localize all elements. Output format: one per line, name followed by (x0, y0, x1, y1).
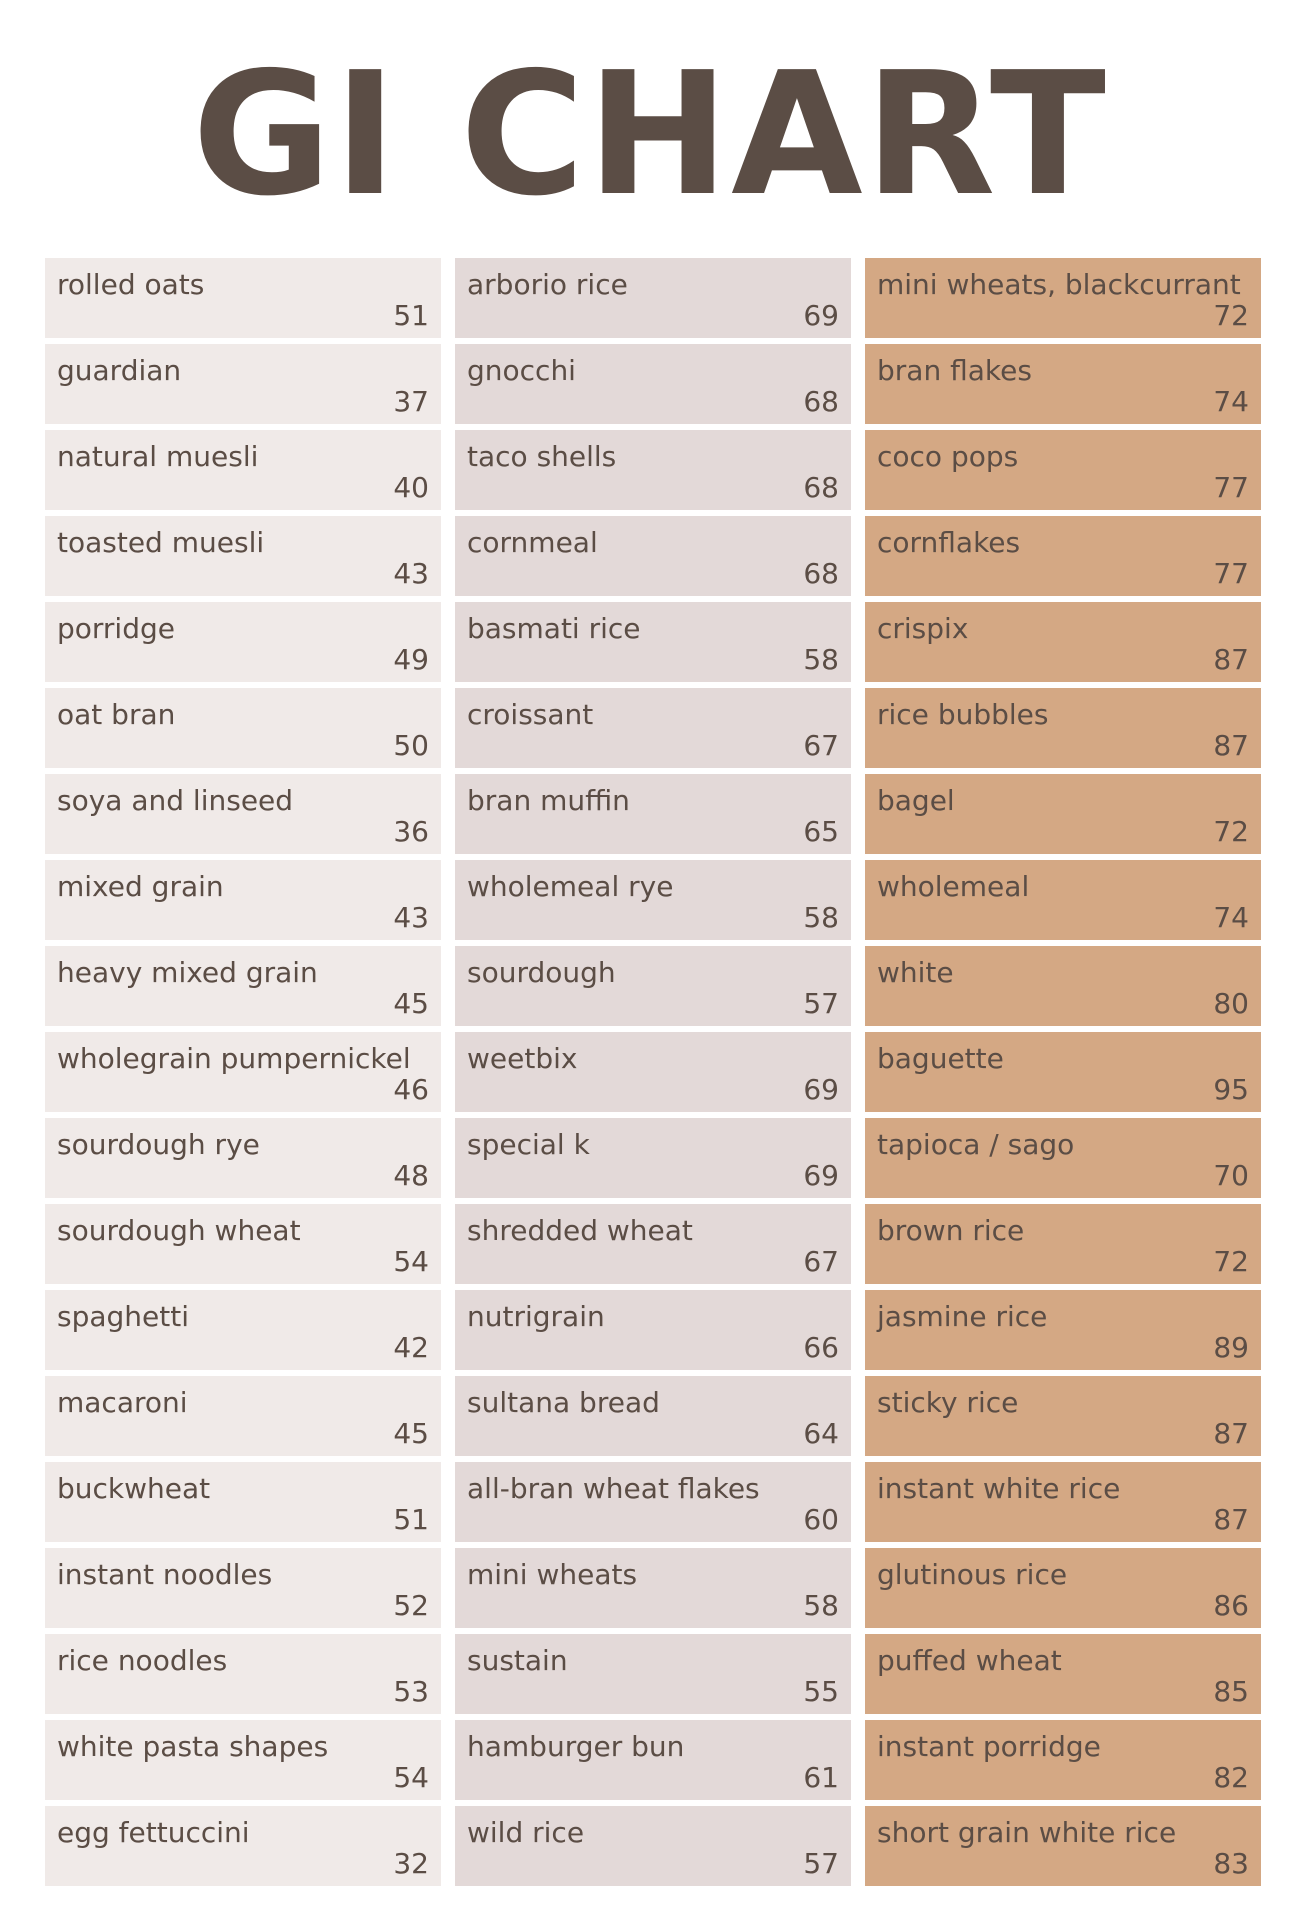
gi-value: 82 (1213, 1761, 1249, 1794)
table-cell (865, 258, 1261, 338)
food-name: bagel (877, 784, 955, 817)
table-cell (865, 1290, 1261, 1370)
table-cell (455, 258, 851, 338)
food-name: baguette (877, 1042, 1004, 1075)
gi-value: 74 (1213, 385, 1249, 418)
table-cell (865, 1720, 1261, 1800)
table-cell (45, 430, 441, 510)
table-cell (455, 860, 851, 940)
gi-value: 67 (803, 729, 839, 762)
food-name: taco shells (467, 440, 617, 473)
table-cell (455, 430, 851, 510)
gi-value: 87 (1213, 643, 1249, 676)
gi-value: 53 (393, 1675, 429, 1708)
table-cell (45, 1032, 441, 1112)
gi-value: 50 (393, 729, 429, 762)
food-name: rolled oats (57, 268, 205, 301)
table-cell (865, 774, 1261, 854)
gi-value: 87 (1213, 729, 1249, 762)
gi-value: 64 (803, 1417, 839, 1450)
food-name: sourdough (467, 956, 616, 989)
table-cell (455, 602, 851, 682)
gi-value: 72 (1213, 815, 1249, 848)
table-cell (865, 430, 1261, 510)
food-name: mini wheats (467, 1558, 638, 1591)
food-name: glutinous rice (877, 1558, 1068, 1591)
gi-value: 86 (1213, 1589, 1249, 1622)
gi-table (45, 258, 1262, 1886)
food-name: arborio rice (467, 268, 628, 301)
gi-value: 72 (1213, 299, 1249, 332)
gi-value: 65 (803, 815, 839, 848)
table-cell (45, 1204, 441, 1284)
table-cell (455, 946, 851, 1026)
food-name: instant porridge (877, 1730, 1101, 1763)
gi-value: 60 (803, 1503, 839, 1536)
gi-value: 69 (803, 1073, 839, 1106)
food-name: cornmeal (467, 526, 598, 559)
table-cell (865, 1634, 1261, 1714)
gi-value: 57 (803, 1847, 839, 1880)
table-cell (45, 860, 441, 940)
table-cell (865, 516, 1261, 596)
gi-value: 72 (1213, 1245, 1249, 1278)
table-cell (45, 774, 441, 854)
table-cell (455, 1548, 851, 1628)
food-name: shredded wheat (467, 1214, 693, 1247)
gi-value: 89 (1213, 1331, 1249, 1364)
food-name: instant noodles (57, 1558, 273, 1591)
food-name: jasmine rice (877, 1300, 1048, 1333)
table-cell (45, 1118, 441, 1198)
food-name: rice noodles (57, 1644, 228, 1677)
gi-value: 83 (1213, 1847, 1249, 1880)
gi-value: 54 (393, 1761, 429, 1794)
table-cell (865, 1806, 1261, 1886)
food-name: nutrigrain (467, 1300, 605, 1333)
page-title: GI CHART (192, 36, 1108, 234)
gi-value: 95 (1213, 1073, 1249, 1106)
food-name: wholemeal rye (467, 870, 674, 903)
gi-value: 68 (803, 471, 839, 504)
table-cell (865, 946, 1261, 1026)
gi-value: 43 (393, 901, 429, 934)
food-name: all-bran wheat flakes (467, 1472, 760, 1505)
gi-value: 67 (803, 1245, 839, 1278)
gi-value: 32 (393, 1847, 429, 1880)
gi-value: 48 (393, 1159, 429, 1192)
table-cell (865, 602, 1261, 682)
food-name: bran flakes (877, 354, 1032, 387)
food-name: wholegrain pumpernickel (57, 1042, 411, 1075)
food-name: guardian (57, 354, 182, 387)
food-name: white (877, 956, 954, 989)
table-cell (865, 688, 1261, 768)
table-cell (865, 1376, 1261, 1456)
table-cell (45, 1548, 441, 1628)
gi-value: 69 (803, 299, 839, 332)
gi-value: 61 (803, 1761, 839, 1794)
gi-value: 80 (1213, 987, 1249, 1020)
gi-value: 51 (393, 299, 429, 332)
table-cell (455, 688, 851, 768)
gi-value: 87 (1213, 1417, 1249, 1450)
gi-value: 37 (393, 385, 429, 418)
gi-value: 57 (803, 987, 839, 1020)
table-cell (865, 1462, 1261, 1542)
table-cell (455, 1290, 851, 1370)
gi-value: 52 (393, 1589, 429, 1622)
gi-value: 68 (803, 557, 839, 590)
food-name: porridge (57, 612, 175, 645)
food-name: croissant (467, 698, 594, 731)
table-cell (455, 1806, 851, 1886)
food-name: bran muffin (467, 784, 630, 817)
table-cell (865, 1204, 1261, 1284)
table-cell (45, 1634, 441, 1714)
column-medium-gi (455, 258, 851, 1886)
table-cell (455, 1634, 851, 1714)
table-cell (455, 1032, 851, 1112)
table-cell (865, 1118, 1261, 1198)
gi-value: 68 (803, 385, 839, 418)
gi-value: 70 (1213, 1159, 1249, 1192)
table-cell (455, 774, 851, 854)
gi-value: 46 (393, 1073, 429, 1106)
table-cell (45, 258, 441, 338)
food-name: egg fettuccini (57, 1816, 250, 1849)
food-name: basmati rice (467, 612, 641, 645)
table-cell (45, 344, 441, 424)
table-cell (865, 860, 1261, 940)
gi-value: 45 (393, 1417, 429, 1450)
table-cell (455, 1204, 851, 1284)
gi-value: 58 (803, 901, 839, 934)
food-name: mini wheats, blackcurrant (877, 268, 1241, 301)
food-name: brown rice (877, 1214, 1025, 1247)
gi-value: 58 (803, 643, 839, 676)
gi-value: 69 (803, 1159, 839, 1192)
food-name: crispix (877, 612, 969, 645)
table-cell (455, 1376, 851, 1456)
table-cell (455, 1720, 851, 1800)
food-name: oat bran (57, 698, 176, 731)
food-name: heavy mixed grain (57, 956, 318, 989)
food-name: toasted muesli (57, 526, 265, 559)
food-name: soya and linseed (57, 784, 294, 817)
table-cell (455, 516, 851, 596)
food-name: short grain white rice (877, 1816, 1177, 1849)
gi-value: 77 (1213, 557, 1249, 590)
gi-value: 85 (1213, 1675, 1249, 1708)
food-name: wild rice (467, 1816, 585, 1849)
gi-value: 36 (393, 815, 429, 848)
food-name: hamburger bun (467, 1730, 685, 1763)
gi-value: 87 (1213, 1503, 1249, 1536)
gi-value: 49 (393, 643, 429, 676)
food-name: coco pops (877, 440, 1019, 473)
gi-value: 55 (803, 1675, 839, 1708)
gi-value: 45 (393, 987, 429, 1020)
gi-value: 74 (1213, 901, 1249, 934)
gi-value: 58 (803, 1589, 839, 1622)
food-name: sustain (467, 1644, 568, 1677)
food-name: white pasta shapes (57, 1730, 329, 1763)
table-cell (45, 1462, 441, 1542)
table-cell (45, 1806, 441, 1886)
table-cell (455, 344, 851, 424)
table-cell (45, 946, 441, 1026)
food-name: weetbix (467, 1042, 578, 1075)
gi-value: 42 (393, 1331, 429, 1364)
table-cell (455, 1118, 851, 1198)
food-name: spaghetti (57, 1300, 190, 1333)
food-name: tapioca / sago (877, 1128, 1075, 1161)
column-high-gi (865, 258, 1261, 1886)
food-name: macaroni (57, 1386, 188, 1419)
table-cell (45, 602, 441, 682)
food-name: mixed grain (57, 870, 224, 903)
food-name: special k (467, 1128, 590, 1161)
table-cell (865, 1548, 1261, 1628)
food-name: natural muesli (57, 440, 259, 473)
table-cell (865, 344, 1261, 424)
table-cell (45, 1720, 441, 1800)
table-cell (45, 516, 441, 596)
food-name: cornflakes (877, 526, 1021, 559)
food-name: rice bubbles (877, 698, 1049, 731)
gi-value: 43 (393, 557, 429, 590)
food-name: sticky rice (877, 1386, 1019, 1419)
food-name: puffed wheat (877, 1644, 1062, 1677)
column-low-gi (45, 258, 441, 1886)
gi-value: 77 (1213, 471, 1249, 504)
table-cell (455, 1462, 851, 1542)
gi-value: 51 (393, 1503, 429, 1536)
gi-value: 66 (803, 1331, 839, 1364)
gi-value: 40 (393, 471, 429, 504)
food-name: sultana bread (467, 1386, 660, 1419)
gi-value: 54 (393, 1245, 429, 1278)
food-name: wholemeal (877, 870, 1030, 903)
table-cell (865, 1032, 1261, 1112)
table-cell (45, 688, 441, 768)
food-name: sourdough rye (57, 1128, 260, 1161)
food-name: buckwheat (57, 1472, 211, 1505)
table-cell (45, 1290, 441, 1370)
table-cell (45, 1376, 441, 1456)
food-name: instant white rice (877, 1472, 1121, 1505)
food-name: gnocchi (467, 354, 576, 387)
food-name: sourdough wheat (57, 1214, 301, 1247)
